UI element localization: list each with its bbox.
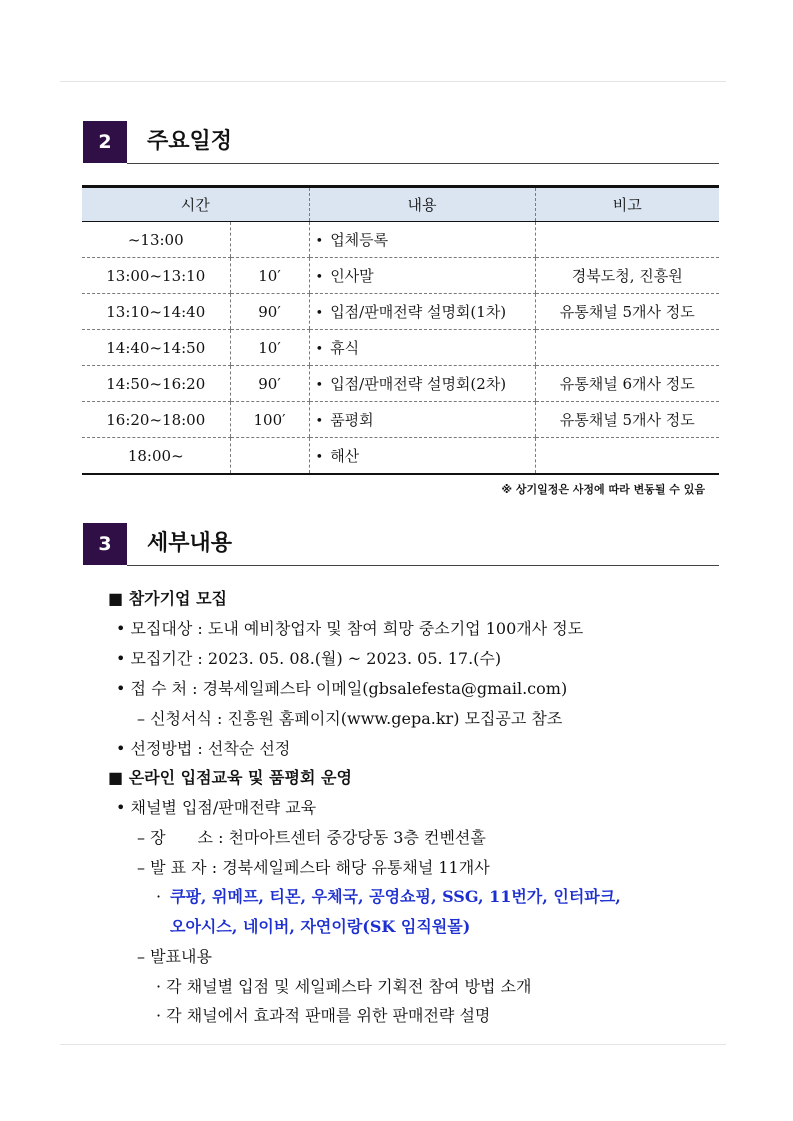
section-number-box: 2 [83,121,127,163]
cell-note: 유통채널 5개사 정도 [535,402,719,438]
header-content: 내용 [309,187,535,222]
bullet-icon: • [315,450,324,465]
list-item: • 선정방법 : 선착순 선정 [116,739,291,758]
cell-time: 14:40~14:50 [82,330,230,366]
top-divider [60,81,726,82]
section-title: 주요일정 [147,129,233,154]
cell-content [309,366,535,402]
cell-time: ~13:00 [82,222,230,258]
content-text: 해산 [330,447,360,465]
header-time: 시간 [82,187,309,222]
header-note: 비고 [535,187,719,222]
table-row [82,294,719,330]
list-item: • 모집대상 : 도내 예비창업자 및 참여 희망 중소기업 100개사 정도 [116,619,584,638]
section-2-heading [83,121,719,167]
list-subitem: – 신청서식 : 진흥원 홈페이지(www.gepa.kr) 모집공고 참조 [137,709,563,728]
cell-duration: 100′ [230,402,309,438]
list-item: • 모집기간 : 2023. 05. 08.(월) ~ 2023. 05. 17.(수) [116,649,502,668]
cell-time: 18:00~ [82,438,230,475]
schedule-table [82,185,719,475]
list-subitem: – 발표내용 [137,947,212,966]
subheading-recruitment: ■ 참가기업 모집 [108,589,227,608]
bullet-icon: • [315,414,324,429]
content-text: 인사말 [330,267,374,285]
table-row [82,330,719,366]
bullet-icon: • [315,270,324,285]
table-row [82,258,719,294]
list-subitem: – 발 표 자 : 경북세일페스타 해당 유통채널 11개사 [137,858,490,877]
cell-duration: 10′ [230,258,309,294]
subheading-education: ■ 온라인 입점교육 및 품평회 운영 [108,768,352,787]
section-number-box: 3 [83,523,127,565]
cell-time: 13:10~14:40 [82,294,230,330]
section-underline [127,565,719,566]
cell-note: 경북도청, 진흥원 [535,258,719,294]
section-underline [127,163,719,164]
cell-note: 유통채널 5개사 정도 [535,294,719,330]
cell-content [309,258,535,294]
channel-list-line-2: 오아시스, 네이버, 자연이랑(SK 임직원몰) [170,917,471,936]
cell-note [535,438,719,475]
content-text: 입점/판매전략 설명회(2차) [330,375,507,393]
section-3-heading [83,523,719,569]
channel-list-dot: · [156,887,162,906]
content-text: 휴식 [330,339,360,357]
cell-time: 16:20~18:00 [82,402,230,438]
cell-content [309,402,535,438]
cell-note [535,222,719,258]
cell-duration: 90′ [230,294,309,330]
bottom-divider [60,1044,726,1045]
content-text: 입점/판매전략 설명회(1차) [330,303,507,321]
cell-content [309,222,535,258]
bullet-icon: • [315,234,324,249]
content-text: 품평회 [330,411,374,429]
list-item: • 접 수 처 : 경북세일페스타 이메일(gbsalefesta@gmail.com) [116,679,568,698]
content-text: 업체등록 [330,231,389,249]
cell-content [309,438,535,475]
section-title: 세부내용 [147,531,233,556]
cell-time: 13:00~13:10 [82,258,230,294]
cell-note [535,330,719,366]
table-row [82,222,719,258]
cell-duration [230,222,309,258]
table-header-row [82,187,719,222]
cell-content [309,294,535,330]
schedule-footnote: ※ 상기일정은 사정에 따라 변동될 수 있음 [501,483,705,496]
cell-time: 14:50~16:20 [82,366,230,402]
bullet-icon: • [315,306,324,321]
channel-list-line-1: 쿠팡, 위메프, 티몬, 우체국, 공영쇼핑, SSG, 11번가, 인터파크, [170,887,621,906]
list-item: • 채널별 입점/판매전략 교육 [116,798,317,817]
list-subsubitem: · 각 채널에서 효과적 판매를 위한 판매전략 설명 [156,1006,491,1025]
list-subsubitem: · 각 채널별 입점 및 세일페스타 기획전 참여 방법 소개 [156,977,532,996]
cell-content [309,330,535,366]
cell-note: 유통채널 6개사 정도 [535,366,719,402]
bullet-icon: • [315,378,324,393]
cell-duration [230,438,309,475]
table-row [82,438,719,475]
bullet-icon: • [315,342,324,357]
cell-duration: 10′ [230,330,309,366]
list-subitem: – 장 소 : 천마아트센터 중강당동 3층 컨벤션홀 [137,828,486,847]
table-row [82,402,719,438]
cell-duration: 90′ [230,366,309,402]
table-row [82,366,719,402]
